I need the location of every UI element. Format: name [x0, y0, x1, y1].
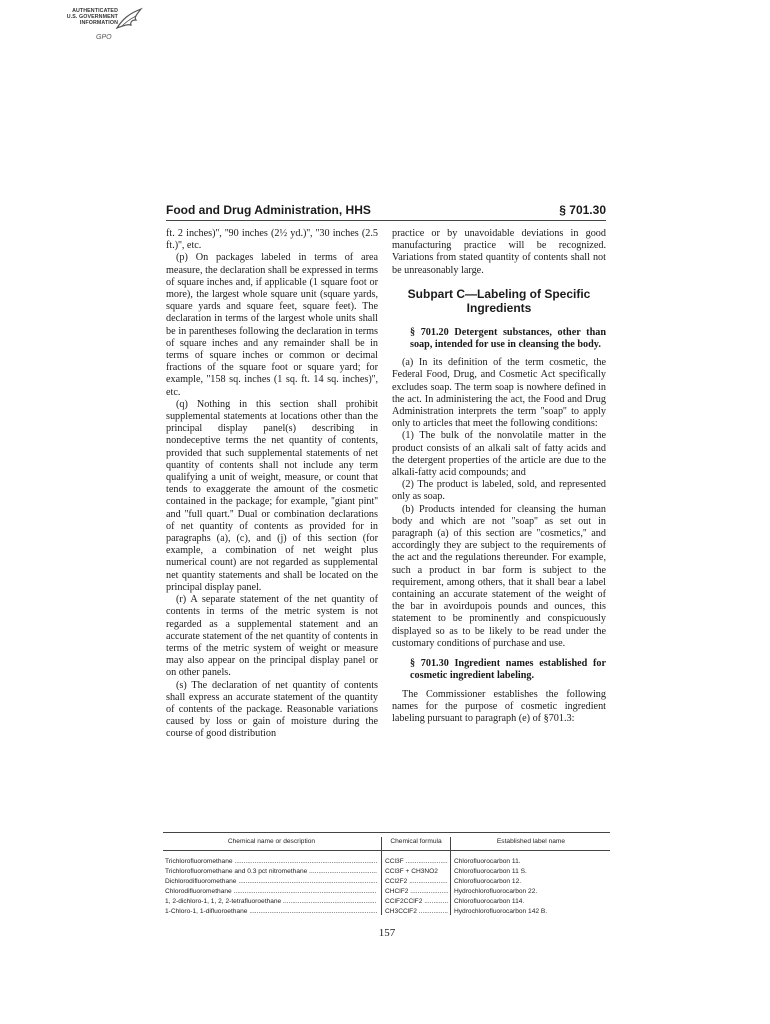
gpo-authentication-stamp: [58, 6, 140, 48]
section-701-20-para-a: (a) In its definition of the term cosmetic, the Federal Food, Drug, and Cosmetic Act specifically excludes soap. The term soap is nowhere defined in the act. In administering the act, the Food and Drug Administration interprets the term ''soap'' to apply only to articles that meet the following conditions:: [392, 357, 606, 430]
column-header-chemical-name: Chemical name or description: [227, 838, 316, 845]
paragraph-s: (s) The declaration of net quantity of contents shall express an accurate statement of the quantity of contents of the package. Reasonable variations caused by loss or gain of moisture during the course of good distribution: [166, 679, 378, 740]
stamp-text: [58, 8, 118, 26]
paragraph-p: (p) On packages labeled in terms of area measure, the declaration shall be expressed in terms of square inches and, if applicable (1 square foot or more), the largest whole square unit (square yards, square yards and square feet, square feet). The declaration in terms of the largest whole units shall be in parentheses following the declaration in terms of square inches and any remainder shall be in terms of square inches or common or decimal fractions of the square foot or square yard; for example, ''158 sq. inches (1 sq. ft. 14 sq. inches)'', etc.: [166, 252, 378, 398]
chemical-name-cell: Chlorodifluoromethane .....: [165, 887, 377, 896]
table-row: [163, 857, 610, 866]
section-701-20-para-a2: (2) The product is labeled, sold, and represented only as soap.: [392, 479, 606, 503]
chemical-name-cell: Trichlorofluoromethane .....: [165, 857, 377, 866]
table-body: [163, 851, 610, 917]
table-row: [163, 887, 610, 896]
chemical-name-cell: Dichlorodifluoromethane .....: [165, 877, 377, 886]
chemical-name-cell: Trichlorofluoromethane and 0.3 pct nitromethane .....: [165, 867, 377, 876]
column-header-chemical-formula: Chemical formula: [390, 838, 442, 845]
label-name-cell: Chlorofluorocarbon 11.: [454, 858, 521, 865]
left-column: [166, 228, 378, 741]
eagle-logo-icon: [114, 6, 144, 36]
paragraph-s-continuation: practice or by unavoidable deviations in good manufacturing practice will be recognized. Variations from stated quantity of contents shall not be unreasonably large.: [392, 228, 606, 276]
section-701-30-para: The Commissioner establishes the following names for the purpose of cosmetic ingredient labeling pursuant to paragraph (e) of §701.3:: [392, 688, 606, 724]
section-701-20-heading: § 701.20 Detergent substances, other than soap, intended for use in cleansing the body.: [410, 326, 606, 351]
chemical-formula-cell: CHClF2 .....: [385, 887, 448, 896]
right-column: [392, 228, 606, 725]
subpart-title: Subpart C—Labeling of Specific Ingredients: [407, 286, 591, 315]
label-name-cell: Hydrochlorofluorocarbon 142 B.: [454, 908, 548, 915]
header-rule: [166, 220, 606, 221]
stamp-line-3: INFORMATION: [79, 20, 118, 26]
stamp-line-1: AUTHENTICATED: [72, 8, 118, 14]
table-row: [163, 897, 610, 906]
chemical-formula-cell: CCl2F2 .....: [385, 877, 448, 886]
section-701-20-para-a1: (1) The bulk of the nonvolatile matter in the product consists of an alkali salt of fatty acids and the detergent properties of the article are due to the alkali-fatty acid compounds; and: [392, 430, 606, 479]
chemical-formula-cell: CCl3F .....: [385, 857, 448, 866]
label-name-cell: Chlorofluorocarbon 114.: [454, 898, 525, 905]
paragraph-r: (r) A separate statement of the net quantity of contents in terms of the metric system is not regarded as a supplemental statement and an accurate statement of the net quantity of contents in terms of the metric system of weight or measure may also appear on the principal display panel or on other panels.: [166, 594, 378, 679]
label-name-cell: Hydrochlorofluorocarbon 22.: [454, 888, 538, 895]
label-name-cell: Chlorofluorocarbon 12.: [454, 878, 522, 885]
table-row: [163, 867, 610, 876]
ingredient-names-table: [163, 832, 610, 917]
table-row: [163, 907, 610, 916]
chemical-formula-cell: CH3CClF2 .....: [385, 907, 448, 916]
running-head: [166, 203, 606, 219]
running-head-agency: Food and Drug Administration, HHS: [166, 203, 371, 217]
stamp-line-2: U.S. GOVERNMENT: [66, 14, 118, 20]
paragraph-o-continuation: ft. 2 inches)'', ''90 inches (2½ yd.)'', ''30 inches (2.5 ft.)'', etc.: [166, 228, 378, 252]
chemical-name-cell: 1, 2-dichloro-1, 1, 2, 2-tetrafluoroethane .....: [165, 897, 377, 906]
table-row: [163, 877, 610, 886]
section-701-30-heading: § 701.30 Ingredient names established for cosmetic ingredient labeling.: [410, 658, 606, 682]
gpo-word: GPO: [96, 34, 112, 41]
label-name-cell: Chlorofluorocarbon 11 S.: [454, 868, 527, 875]
page-number: 157: [378, 927, 396, 939]
chemical-formula-cell: CCl3F + CH3NO2: [385, 868, 438, 875]
column-header-label-name: Established label name: [496, 838, 566, 845]
chemical-name-cell: 1-Chloro-1, 1-difluoroethane .....: [165, 907, 377, 916]
running-head-section: § 701.30: [559, 203, 606, 217]
section-701-20-para-b: (b) Products intended for cleansing the human body and which are not ''soap'' as set out in paragraph (a) of this section are ''cosmetics,'' and accordingly they are subject to the requirements of the act and the regulations thereunder. For example, such a product in bar form is subject to the requirement, among others, that it shall bear a label containing an accurate statement of the weight of the bar in avoirdupois pounds and ounces, this statement to be prominently and conspicuously displayed so as to be likely to be read under the customary conditions of purchase and use.: [392, 503, 606, 649]
table-header: [163, 832, 610, 851]
paragraph-q: (q) Nothing in this section shall prohibit supplemental statements at locations other than the principal display panel(s) describing in nondeceptive terms the net quantity of contents, provided that such supplemental statements of net quantity of contents shall not include any term qualifying a unit of weight, measure, or count that tends to exaggerate the amount of the cosmetic contained in the package; for example, ''giant pint'' and ''full quart.'' Dual or combination declarations of net quantity of contents as provided for in paragraphs (a), (c), and (j) of this section (for example, a combination of net weight plus numerical count) are not regarded as supplemental net quantity statements and shall be located on the principal display panel.: [166, 398, 378, 593]
chemical-formula-cell: CClF2CClF2 .....: [385, 897, 448, 906]
